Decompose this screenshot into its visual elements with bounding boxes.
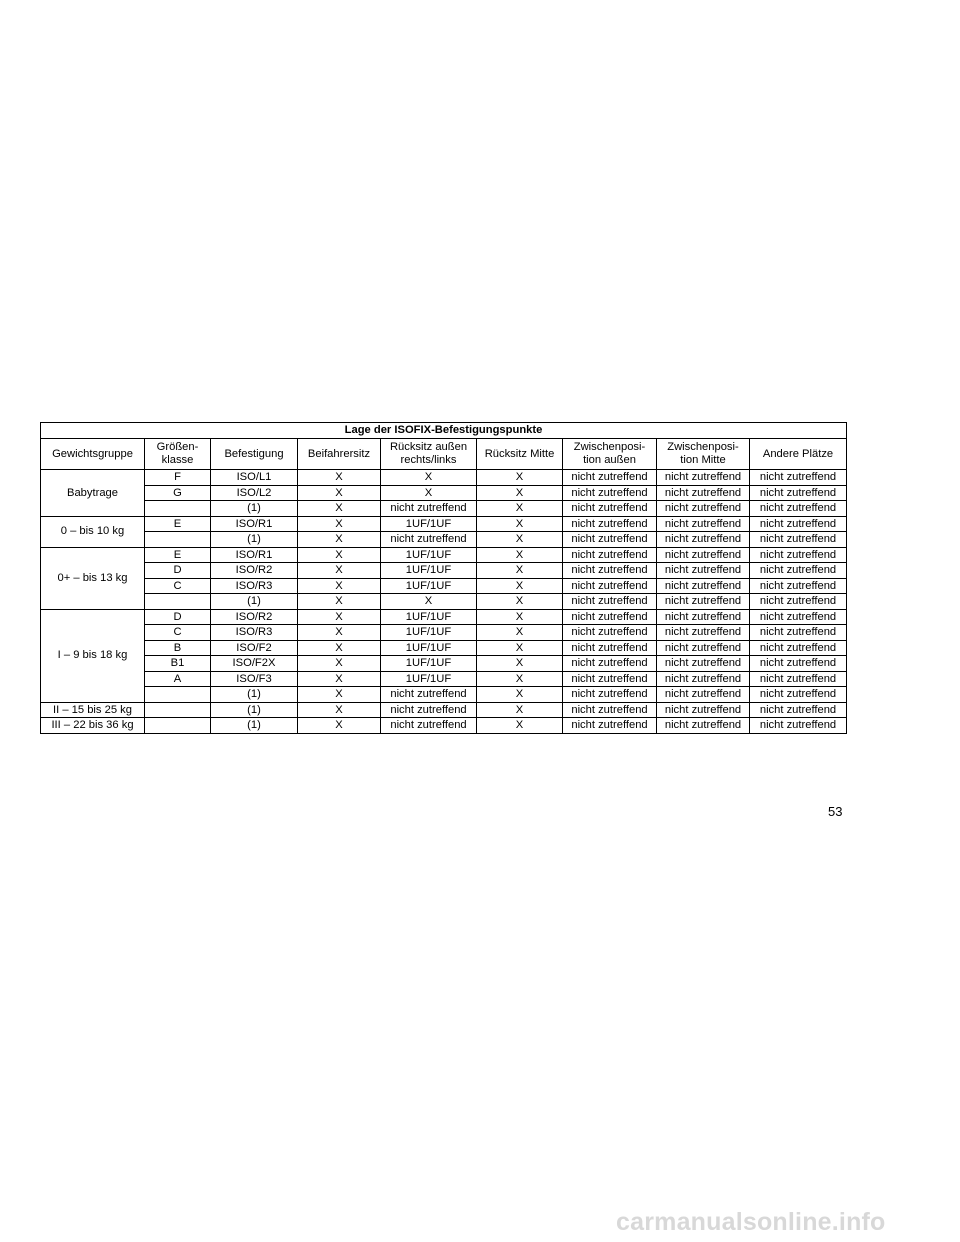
table-cell: nicht zutreffend	[563, 702, 657, 718]
table-cell	[145, 532, 211, 548]
table-cell: X	[477, 609, 563, 625]
table-title: Lage der ISOFIX-Befestigungspunkte	[41, 423, 847, 439]
column-header-line: klasse	[161, 454, 194, 466]
table-cell	[145, 702, 211, 718]
table-cell: nicht zutreffend	[750, 563, 847, 579]
table-row	[41, 516, 847, 532]
table-cell: nicht zutreffend	[657, 609, 750, 625]
table-cell: nicht zutreffend	[657, 532, 750, 548]
table-cell: nicht zutreffend	[563, 594, 657, 610]
table-row	[41, 625, 847, 641]
table-cell: nicht zutreffend	[657, 718, 750, 734]
table-cell: X	[298, 625, 381, 641]
table-cell: E	[145, 516, 211, 532]
column-header	[211, 439, 298, 470]
table-cell: nicht zutreffend	[657, 547, 750, 563]
table-cell: X	[381, 594, 477, 610]
table-cell: nicht zutreffend	[563, 640, 657, 656]
table-cell: nicht zutreffend	[563, 687, 657, 703]
table-cell: 1UF/1UF	[381, 547, 477, 563]
table-cell: nicht zutreffend	[750, 594, 847, 610]
table-cell: 1UF/1UF	[381, 625, 477, 641]
table-cell: X	[477, 563, 563, 579]
table-cell: nicht zutreffend	[563, 485, 657, 501]
table-row	[41, 532, 847, 548]
table-cell: nicht zutreffend	[750, 671, 847, 687]
table-cell: X	[298, 501, 381, 517]
table-cell: nicht zutreffend	[750, 625, 847, 641]
table-row	[41, 640, 847, 656]
table-cell: X	[298, 547, 381, 563]
table-cell: X	[477, 718, 563, 734]
column-header-line: Größen-	[156, 441, 199, 454]
table-cell: nicht zutreffend	[750, 718, 847, 734]
table-cell: nicht zutreffend	[563, 532, 657, 548]
table-row	[41, 563, 847, 579]
column-header-line: Gewichtsgruppe	[52, 447, 133, 460]
table-cell: ISO/F2	[211, 640, 298, 656]
table-cell: A	[145, 671, 211, 687]
table-cell: nicht zutreffend	[657, 687, 750, 703]
table-cell: X	[381, 470, 477, 486]
table-cell: nicht zutreffend	[657, 516, 750, 532]
column-header	[563, 439, 657, 470]
table-cell: (1)	[211, 702, 298, 718]
table-row	[41, 501, 847, 517]
table-cell: nicht zutreffend	[657, 578, 750, 594]
table-cell: nicht zutreffend	[563, 625, 657, 641]
table-cell: C	[145, 625, 211, 641]
table-cell: ISO/R1	[211, 516, 298, 532]
table-cell: ISO/F2X	[211, 656, 298, 672]
column-header-line: Zwischenposi-	[667, 441, 739, 454]
table-cell: nicht zutreffend	[657, 594, 750, 610]
column-header-line: tion Mitte	[680, 454, 726, 466]
table-cell: nicht zutreffend	[750, 578, 847, 594]
table-row	[41, 470, 847, 486]
table-cell: nicht zutreffend	[657, 625, 750, 641]
table-cell: (1)	[211, 594, 298, 610]
table-cell: nicht zutreffend	[563, 671, 657, 687]
table-row	[41, 671, 847, 687]
table-cell: nicht zutreffend	[563, 578, 657, 594]
table-cell: ISO/L1	[211, 470, 298, 486]
table-row	[41, 485, 847, 501]
table-cell: ISO/L2	[211, 485, 298, 501]
table-cell: X	[477, 547, 563, 563]
table-cell: nicht zutreffend	[657, 656, 750, 672]
table-cell: X	[477, 656, 563, 672]
table-cell: nicht zutreffend	[563, 656, 657, 672]
table-cell: (1)	[211, 532, 298, 548]
table-cell: (1)	[211, 718, 298, 734]
column-header-line: rechts/links	[400, 454, 457, 466]
column-header-line: tion außen	[583, 454, 636, 466]
table-cell: (1)	[211, 687, 298, 703]
table-cell: nicht zutreffend	[657, 702, 750, 718]
table-cell: nicht zutreffend	[750, 640, 847, 656]
table-cell	[145, 687, 211, 703]
table-cell: X	[381, 485, 477, 501]
table-cell: X	[477, 671, 563, 687]
table-cell: nicht zutreffend	[381, 501, 477, 517]
table-cell: X	[477, 532, 563, 548]
table-cell: F	[145, 470, 211, 486]
table-cell: X	[477, 594, 563, 610]
weight-group-cell: 0 – bis 10 kg	[41, 516, 145, 547]
table-cell: X	[477, 640, 563, 656]
table-cell: nicht zutreffend	[563, 609, 657, 625]
table-cell: C	[145, 578, 211, 594]
table-cell: X	[298, 640, 381, 656]
table-cell: X	[298, 702, 381, 718]
table-cell: X	[477, 516, 563, 532]
table-cell: nicht zutreffend	[563, 547, 657, 563]
weight-group-cell: II – 15 bis 25 kg	[41, 702, 145, 718]
weight-group-cell: Babytrage	[41, 470, 145, 517]
table-cell: X	[477, 578, 563, 594]
table-cell: X	[298, 470, 381, 486]
table-cell: 1UF/1UF	[381, 516, 477, 532]
table-cell: nicht zutreffend	[563, 516, 657, 532]
table-cell: nicht zutreffend	[750, 609, 847, 625]
column-header-line: Beifahrersitz	[307, 447, 371, 460]
table-cell: X	[477, 702, 563, 718]
table-cell: X	[298, 718, 381, 734]
table-cell: 1UF/1UF	[381, 563, 477, 579]
table-body	[41, 470, 847, 734]
weight-group-cell: 0+ – bis 13 kg	[41, 547, 145, 609]
table-cell: nicht zutreffend	[750, 470, 847, 486]
table-row	[41, 547, 847, 563]
column-header	[477, 439, 563, 470]
table-cell: X	[477, 470, 563, 486]
weight-group-cell: I – 9 bis 18 kg	[41, 609, 145, 702]
column-header	[145, 439, 211, 470]
table-row	[41, 578, 847, 594]
table-cell	[145, 594, 211, 610]
table-cell: nicht zutreffend	[657, 485, 750, 501]
table-cell: X	[477, 485, 563, 501]
column-header-line: Rücksitz Mitte	[484, 447, 555, 460]
table-cell: nicht zutreffend	[750, 687, 847, 703]
table-cell: 1UF/1UF	[381, 640, 477, 656]
table-cell: nicht zutreffend	[657, 563, 750, 579]
weight-group-cell: III – 22 bis 36 kg	[41, 718, 145, 734]
table-cell: 1UF/1UF	[381, 578, 477, 594]
table-cell: G	[145, 485, 211, 501]
table-cell: nicht zutreffend	[750, 656, 847, 672]
table-cell: 1UF/1UF	[381, 656, 477, 672]
header-row	[41, 439, 847, 470]
table-cell: X	[298, 578, 381, 594]
table-cell: ISO/R3	[211, 625, 298, 641]
table-cell: nicht zutreffend	[563, 718, 657, 734]
table-cell: X	[298, 485, 381, 501]
column-header	[657, 439, 750, 470]
table-cell: B	[145, 640, 211, 656]
table-cell: nicht zutreffend	[657, 470, 750, 486]
column-header-line: Andere Plätze	[762, 447, 834, 460]
table-cell: X	[298, 609, 381, 625]
table-row	[41, 718, 847, 734]
table-cell: nicht zutreffend	[750, 547, 847, 563]
table-cell: nicht zutreffend	[657, 501, 750, 517]
table-cell: X	[298, 671, 381, 687]
table-cell: nicht zutreffend	[750, 501, 847, 517]
table-cell: B1	[145, 656, 211, 672]
table-cell: ISO/F3	[211, 671, 298, 687]
table-cell: X	[298, 687, 381, 703]
watermark: carmanualsonline.info	[616, 1208, 886, 1236]
table-cell: 1UF/1UF	[381, 609, 477, 625]
table-cell: nicht zutreffend	[563, 501, 657, 517]
table-row	[41, 656, 847, 672]
table-cell: nicht zutreffend	[381, 718, 477, 734]
table-cell: nicht zutreffend	[657, 671, 750, 687]
table-cell: nicht zutreffend	[750, 532, 847, 548]
column-header	[298, 439, 381, 470]
table-cell: nicht zutreffend	[563, 470, 657, 486]
table-cell: D	[145, 609, 211, 625]
table-cell: nicht zutreffend	[381, 687, 477, 703]
table-cell: X	[477, 625, 563, 641]
table-cell: E	[145, 547, 211, 563]
table-cell: nicht zutreffend	[657, 640, 750, 656]
table-cell: nicht zutreffend	[750, 516, 847, 532]
table-cell: ISO/R3	[211, 578, 298, 594]
table-cell: ISO/R1	[211, 547, 298, 563]
column-header-line: Rücksitz außen	[389, 441, 468, 454]
table-cell	[145, 501, 211, 517]
table-row	[41, 687, 847, 703]
table-cell: 1UF/1UF	[381, 671, 477, 687]
column-header-line: Befestigung	[224, 447, 284, 460]
table-cell: nicht zutreffend	[381, 532, 477, 548]
column-header	[381, 439, 477, 470]
table-cell: nicht zutreffend	[750, 485, 847, 501]
table-cell: X	[298, 563, 381, 579]
table-cell	[145, 718, 211, 734]
isofix-table	[40, 422, 847, 734]
table-row	[41, 609, 847, 625]
table-cell: nicht zutreffend	[750, 702, 847, 718]
page-number: 53	[828, 804, 843, 819]
table-cell: X	[477, 687, 563, 703]
table-row	[41, 594, 847, 610]
column-header	[750, 439, 847, 470]
table-cell: (1)	[211, 501, 298, 517]
table-cell: nicht zutreffend	[563, 563, 657, 579]
table-cell: X	[298, 532, 381, 548]
table-cell: X	[298, 516, 381, 532]
table-cell: nicht zutreffend	[381, 702, 477, 718]
table-cell: X	[298, 656, 381, 672]
column-header	[41, 439, 145, 470]
table-cell: X	[477, 501, 563, 517]
table-cell: ISO/R2	[211, 609, 298, 625]
table-row	[41, 702, 847, 718]
table-cell: ISO/R2	[211, 563, 298, 579]
table-cell: D	[145, 563, 211, 579]
column-header-line: Zwischenposi-	[573, 441, 646, 454]
table-cell: X	[298, 594, 381, 610]
